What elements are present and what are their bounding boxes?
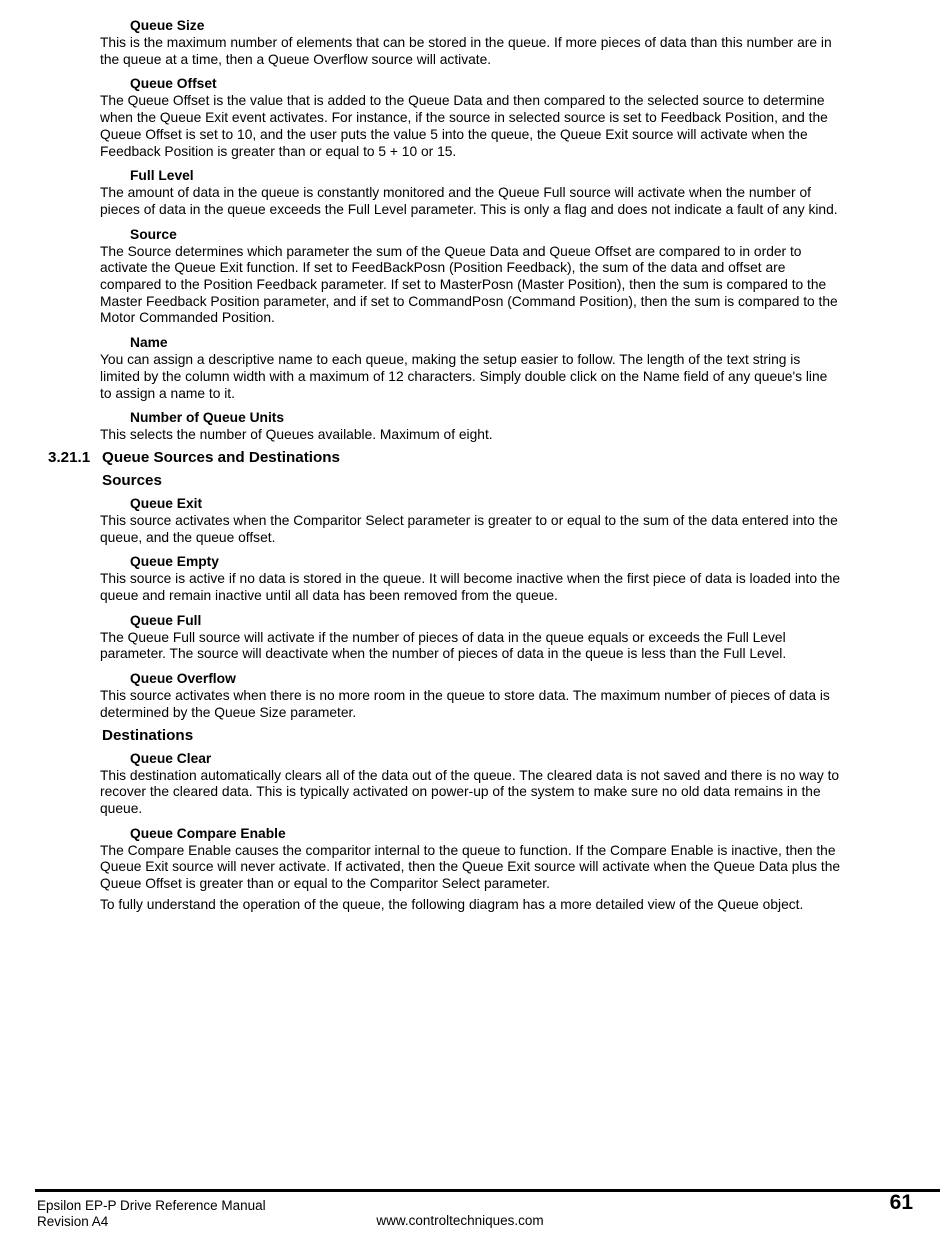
heading-number-of-queue-units: Number of Queue Units	[130, 410, 285, 426]
para-queue-size: This is the maximum number of elements that can be stored in the queue. If more pieces of data than this number are in the queue at a time, then a Queue Overflow source will activate.	[100, 35, 832, 67]
group-heading-destinations: Destinations	[102, 726, 194, 744]
para-name: You can assign a descriptive name to each queue, making the setup easier to follow. The length of the text string is limited by the column width with a maximum of 12 characters. Simply double click on the Name field of any queue's line to assign a name to it.	[100, 352, 828, 401]
heading-queue-size: Queue Size	[130, 18, 205, 33]
topic-queue-offset	[100, 75, 842, 160]
para-queue-full: The Queue Full source will activate if the number of pieces of data in the queue equals or exceeds the Full Level parameter. The source will deactivate when the number of pieces of data in the queue is less than the Full Level.	[100, 629, 787, 662]
group-heading-sources: Sources	[102, 471, 162, 489]
para-queue-compare-enable: The Compare Enable causes the comparitor internal to the queue to function. If the Compare Enable is inactive, then the Queue Exit source will never activate. If activated, then the Queue Exit source will activate when the Queue Data plus the Queue Offset is greater than or equal to the Comparitor Select parameter.	[100, 842, 841, 892]
para-queue-offset: The Queue Offset is the value that is added to the Queue Data and then compared to the selected source to determine when the Queue Exit event activates. For instance, if the source in selected source is set to Feedback Position, and the Queue Offset is set to 10, and the user puts the value 5 into the queue, the Queue Exit source will activate when the Feedback Position is greater than or equal to 5 + 10 or 15.	[100, 93, 828, 159]
section-number: 3.21.1	[48, 448, 91, 466]
heading-queue-empty: Queue Empty	[130, 554, 219, 570]
para-queue-overflow: This source activates when there is no more room in the queue to store data. The maximum number of pieces of data is determined by the Queue Size parameter.	[100, 688, 830, 720]
heading-queue-full: Queue Full	[130, 612, 202, 628]
topic-queue-compare-enable	[100, 825, 842, 893]
footer-manual-title: Epsilon EP-P Drive Reference Manual	[37, 1198, 266, 1213]
closing-paragraph-wrap	[100, 897, 842, 914]
heading-queue-clear: Queue Clear	[130, 750, 212, 766]
topic-queue-overflow	[100, 670, 842, 721]
topic-name	[100, 334, 842, 402]
topic-full-level	[100, 167, 842, 218]
heading-queue-overflow: Queue Overflow	[130, 671, 236, 687]
page-number: 61	[889, 1191, 913, 1214]
heading-full-level: Full Level	[130, 168, 194, 184]
topic-queue-full	[100, 612, 842, 663]
section-heading-queue-sources-and-destinations	[48, 448, 842, 467]
topic-queue-clear	[100, 750, 842, 818]
heading-source: Source	[130, 226, 177, 242]
topic-queue-size	[100, 17, 842, 68]
page-content	[48, 17, 842, 914]
para-queue-clear: This destination automatically clears all of the data out of the queue. The cleared data is not saved and there is no way to recover the cleared data. This is typically activated on power-up of the system to make sure no old data remains in the queue.	[100, 767, 840, 816]
topic-queue-empty	[100, 553, 842, 604]
para-queue-exit: This source activates when the Comparitor Select parameter is greater to or equal to the sum of the data entered into the queue, and the queue offset.	[100, 512, 838, 545]
topic-number-of-queue-units	[100, 409, 842, 444]
para-full-level: The amount of data in the queue is constantly monitored and the Queue Full source will activate when the number of pieces of data in the queue exceeds the Full Level parameter. This is only a flag and does not indicate a fault of any kind.	[100, 185, 838, 217]
heading-queue-compare-enable: Queue Compare Enable	[130, 825, 286, 841]
section-title: Queue Sources and Destinations	[102, 448, 340, 466]
footer-revision: Revision A4	[37, 1213, 109, 1229]
para-queue-empty: This source is active if no data is stored in the queue. It will become inactive when the first piece of data is loaded into the queue and remain inactive until all data has been removed from the queue.	[100, 571, 841, 604]
topic-queue-exit	[100, 495, 842, 546]
heading-queue-exit: Queue Exit	[130, 495, 203, 511]
footer-rule	[35, 1189, 940, 1192]
topic-source	[100, 226, 842, 328]
heading-name: Name	[130, 335, 168, 351]
closing-paragraph: To fully understand the operation of the queue, the following diagram has a more detailed view of the Queue object.	[100, 896, 804, 912]
para-number-of-queue-units: This selects the number of Queues available. Maximum of eight.	[100, 427, 493, 443]
footer-website: www.controltechniques.com	[376, 1213, 544, 1228]
heading-queue-offset: Queue Offset	[130, 76, 217, 92]
para-source: The Source determines which parameter the sum of the Queue Data and Queue Offset are compared to in order to activate the Queue Exit function. If set to FeedBackPosn (Position Feedback), the sum of the data and offset are compared to the Position Feedback parameter. If set to MasterPosn (Master Position), then the sum is compared to the Master Feedback Position parameter, and if set to CommandPosn (Command Position), then the sum is compared to the Motor Commanded Position.	[100, 243, 838, 326]
